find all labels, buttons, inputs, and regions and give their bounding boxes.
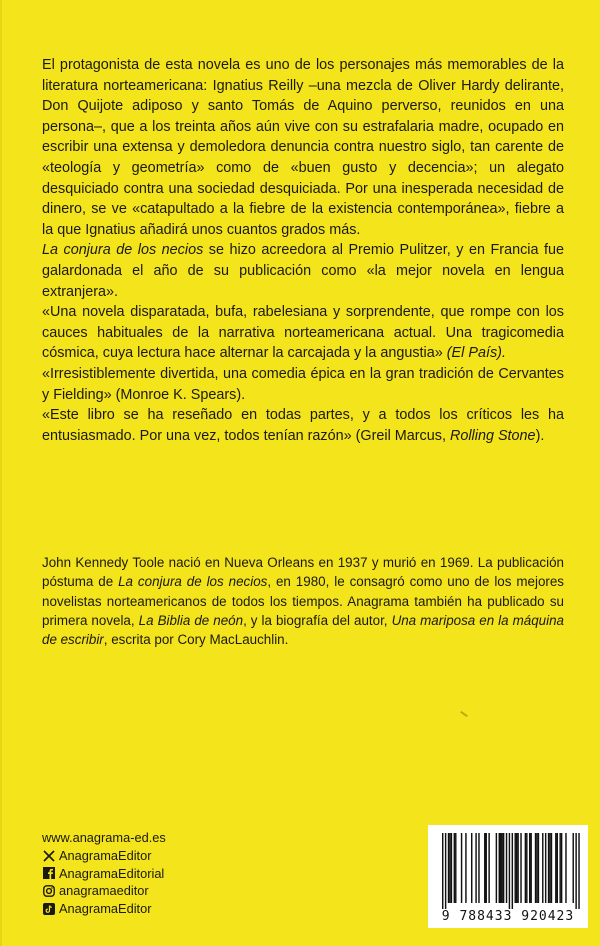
barcode-bar (465, 833, 466, 903)
barcode-bar (551, 833, 552, 903)
barcode-bar (548, 833, 549, 903)
author-bio (42, 553, 564, 649)
facebook-handle-label: AnagramaEditorial (59, 865, 165, 881)
barcode-bar (578, 833, 579, 909)
barcode-bar (461, 833, 462, 903)
barcode-bar (517, 833, 518, 903)
barcode-bar (512, 833, 513, 909)
barcode-bars (428, 825, 588, 909)
barcode-bar (536, 833, 537, 903)
barcode-bar (442, 833, 443, 909)
barcode-bar (484, 833, 485, 903)
barcode-bar (525, 833, 526, 903)
barcode-bar (471, 833, 472, 903)
barcode-bar (451, 833, 452, 903)
review-quote-el-pais (42, 302, 564, 364)
barcode-bar (555, 833, 556, 903)
instagram-handle[interactable] (42, 882, 166, 900)
bio-text: , y la biografía del autor, (243, 612, 392, 628)
barcode-bar (542, 833, 543, 903)
review-quote-marcus (42, 405, 564, 446)
barcode-bar (559, 833, 560, 903)
quote-text: «Este libro se ha reseñado en todas partes, y a todos los críticos les ha entusiasmado. Por una vez, todos tenían razón» (Greil Marcus, (42, 407, 564, 444)
award-paragraph (42, 240, 564, 302)
quote-text: «Una novela disparatada, bufa, rabelesiana y sorprendente, que rompe con los cauces habituales de la narrativa norteamericana actual. Una tragicomedia cósmica, cuya lectura hace alternar la carcajada y la angustia» (42, 304, 564, 362)
barcode-bar (488, 833, 489, 903)
instagram-handle-label: anagramaeditor (59, 883, 149, 899)
bio-book-title: La Biblia de neón (138, 612, 244, 628)
quote-end: ). (535, 427, 545, 444)
x-handle[interactable] (42, 847, 166, 865)
barcode-bar (516, 833, 517, 903)
tiktok-icon (42, 903, 55, 916)
bio-text: John Kennedy Toole nació en Nueva Orleans en 1937 y murió en 1969. La publicación póstuma de (42, 555, 564, 590)
book-title: La conjura de los necios (42, 242, 204, 259)
isbn-number: 9 788433 920423 (441, 909, 575, 924)
barcode-bar (526, 833, 527, 903)
barcode-bar (506, 833, 507, 903)
award-text: se hizo acreedora al Premio Pulitzer, y en Francia fue galardonada el año de su publicación como «la mejor novela en lengua extranjera». (42, 242, 565, 300)
barcode-bar (565, 833, 566, 903)
x-icon (42, 849, 55, 862)
barcode-bar (455, 833, 456, 903)
barcode-bar (520, 833, 521, 903)
barcode-bar (475, 833, 476, 903)
barcode-bar (496, 833, 497, 903)
barcode-bar (449, 833, 450, 903)
barcode-bar (561, 833, 562, 903)
barcode-bar (509, 833, 510, 909)
website-label: www.anagrama-ed.es (42, 830, 166, 845)
barcode-bar (575, 833, 576, 909)
barcode-bar (445, 833, 446, 909)
barcode-bar (486, 833, 487, 903)
barcode-bar (538, 833, 539, 903)
barcode-bar (499, 833, 500, 903)
x-handle-label: AnagramaEditor (59, 847, 152, 863)
bio-book-title: Una mariposa en la máquina de escribir (42, 612, 564, 648)
barcode-bar (501, 833, 502, 903)
barcode-bar (545, 833, 546, 903)
barcode-bar (454, 833, 455, 903)
isbn-barcode (428, 825, 588, 928)
author-bio-paragraph (42, 553, 564, 649)
quote-source: Rolling Stone (449, 427, 536, 444)
quote-source: (El País). (446, 345, 506, 362)
print-mark (460, 711, 468, 717)
bio-book-title: La conjura de los necios (118, 574, 268, 590)
barcode-bar (535, 833, 536, 903)
barcode-bar (503, 833, 504, 903)
barcode-bar (478, 833, 479, 903)
publisher-contacts (42, 829, 166, 918)
bio-text: , escrita por Cory MacLauchlin. (103, 632, 289, 648)
review-quote-spears: «Irresistiblemente divertida, una comedia épica en la gran tradición de Cervantes y Fielding» (Monroe K. Spears). (42, 365, 564, 403)
barcode-bar (557, 833, 558, 903)
instagram-icon (42, 885, 55, 898)
barcode-bar (549, 833, 550, 903)
barcode-bar (515, 833, 516, 903)
barcode-bar (500, 833, 501, 903)
bio-text: , en 1980, le consagró como uno de los mejores novelistas norteamericanos de todos los tiempos. Anagrama también ha publicado su primera novela, (42, 574, 565, 628)
tiktok-handle[interactable] (42, 900, 166, 918)
barcode-bar (529, 833, 530, 903)
synopsis-paragraph: El protagonista de esta novela es uno de los personajes más memorables de la literatura norteamericana: Ignatius Reilly –una mezcla de Oliver Hardy delirante, Don Quijote adiposo y santo Tomás de Aquino perverso, reunidos en una persona–, que a los treinta años aún vive con su estrafalaria madre, ocupado en escribir una extensa y demoledora denuncia contra nuestro siglo, tan carente de «teología y geometría» como de «buen gusto y decencia»; un alegato desquiciado contra una sociedad desquiciada. Por una inesperada necesidad de dinero, se ve «catapultado a la fiebre de la existencia contemporánea», fiebre a la que Ignatius añadirá unos cuantos grados más. (42, 57, 564, 238)
tiktok-handle-label: AnagramaEditor (59, 901, 152, 917)
facebook-handle[interactable] (42, 865, 166, 883)
website-link[interactable] (42, 829, 166, 847)
barcode-bar (530, 833, 531, 903)
barcode-bar (448, 833, 449, 903)
barcode-bar (573, 833, 574, 903)
synopsis (42, 55, 564, 446)
facebook-icon (42, 867, 55, 880)
